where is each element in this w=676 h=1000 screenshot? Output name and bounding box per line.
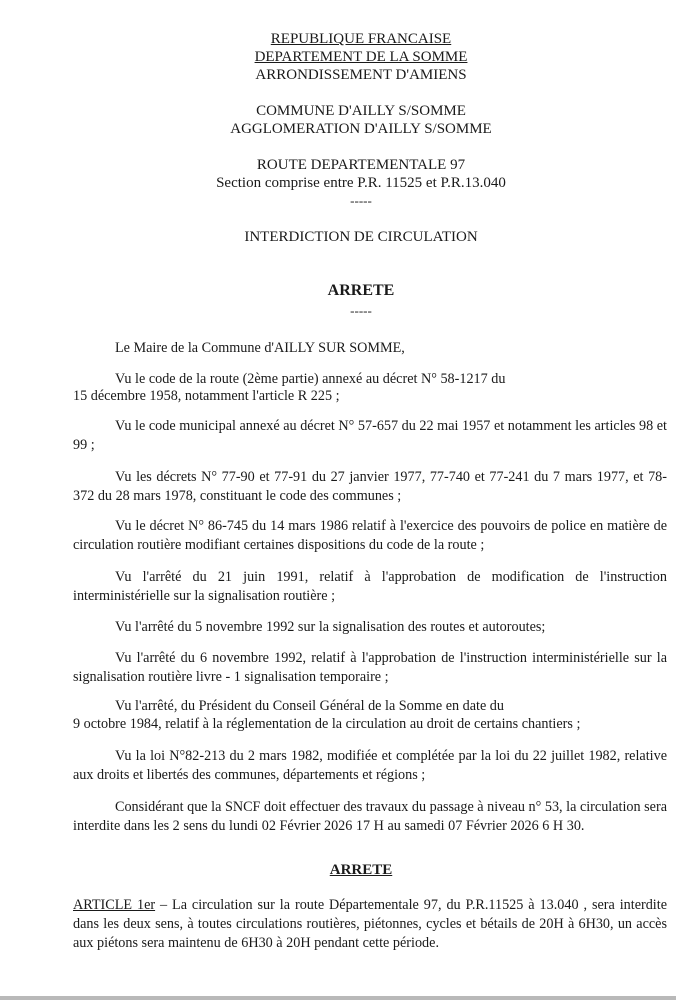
page-bottom-edge (0, 996, 676, 1000)
vu-loi-1982: Vu la loi N°82-213 du 2 mars 1982, modifiée et complétée par la loi du 22 juillet 1982, relative aux droits et libertés des communes, départements et régions ; (73, 748, 667, 783)
vu-arrete-6-nov-1992: Vu l'arrêté du 6 novembre 1992, relatif à l'approbation de l'instruction interministérielle sur la signalisation routière livre - 1 signalisation temporaire ; (73, 650, 667, 685)
header-route-dash: ----- (350, 193, 372, 208)
article-1-text: – La circulation sur la route Départementale 97, du P.R.11525 à 13.040 , sera interdite dans les deux sens, à toutes circulations routières, piétonnes, cycles et bétails de 20H à 6H30, un accès aux piétons sera maintenu de 6H30 à 20H pendant cette période. (73, 897, 667, 951)
header-arrondissement: ARRONDISSEMENT D'AMIENS (255, 67, 467, 83)
vu-code-municipal: Vu le code municipal annexé au décret N° 57-657 du 22 mai 1957 et notamment les articles 98 et 99 ; (73, 418, 667, 453)
vu-code-route-line1: Vu le code de la route (2ème partie) annexé au décret N° 58-1217 du (115, 371, 506, 387)
vu-code-route-line2: 15 décembre 1958, notamment l'article R 225 ; (73, 388, 340, 404)
header-republique: REPUBLIQUE FRANCAISE (270, 31, 452, 47)
vu-arrete-president-line2: 9 octobre 1984, relatif à la réglementation de la circulation au droit de certains chantiers ; (73, 716, 581, 732)
header-agglomeration: AGGLOMERATION D'AILLY S/SOMME (230, 121, 492, 137)
vu-arrete-president-line1: Vu l'arrêté, du Président du Conseil Général de la Somme en date du (115, 698, 504, 714)
vu-arrete-1991: Vu l'arrêté du 21 juin 1991, relatif à l'approbation de modification de l'instruction interministérielle sur la signalisation routière ; (73, 569, 667, 604)
arrete-dash-1: ----- (350, 303, 372, 318)
vu-decret-1986: Vu le décret N° 86-745 du 14 mars 1986 relatif à l'exercice des pouvoirs de police en matière de circulation routière modifiant certaines dispositions du code de la route ; (73, 518, 667, 553)
vu-arrete-5-nov-1992: Vu l'arrêté du 5 novembre 1992 sur la signalisation des routes et autoroutes; (115, 619, 546, 635)
arrete-heading-2: ARRETE (329, 862, 393, 878)
header-departement: DEPARTEMENT DE LA SOMME (254, 49, 468, 65)
vu-decrets-1977: Vu les décrets N° 77-90 et 77-91 du 27 janvier 1977, 77-740 et 77-241 du 7 mars 1977, et 78-372 du 28 mars 1978, constituant le code des communes ; (73, 469, 667, 504)
header-section: Section comprise entre P.R. 11525 et P.R.13.040 (216, 175, 506, 191)
considerant-sncf: Considérant que la SNCF doit effectuer des travaux du passage à niveau n° 53, la circulation sera interdite dans les 2 sens du lundi 02 Février 2026 17 H au samedi 07 Février 2026 6 H 30. (73, 799, 667, 834)
maire-line: Le Maire de la Commune d'AILLY SUR SOMME, (115, 340, 405, 356)
article-1-label: ARTICLE 1er (73, 897, 156, 913)
subject-title: INTERDICTION DE CIRCULATION (244, 229, 478, 245)
article-1 (73, 896, 667, 953)
header-route: ROUTE DEPARTEMENTALE 97 (256, 157, 466, 173)
arrete-heading-1: ARRETE (327, 282, 395, 299)
header-commune: COMMUNE D'AILLY S/SOMME (256, 103, 466, 119)
